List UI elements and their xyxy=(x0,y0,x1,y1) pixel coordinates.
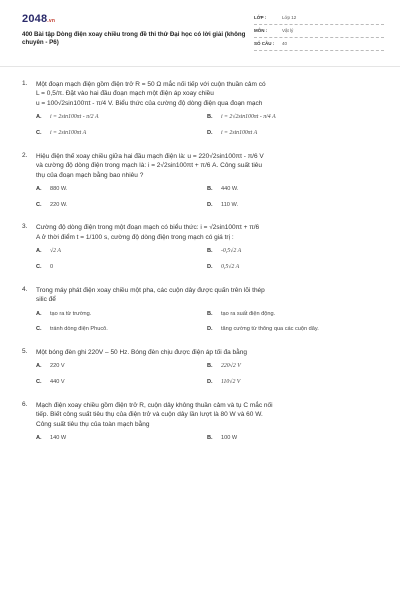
answer-option[interactable] xyxy=(36,379,207,387)
option-letter: B. xyxy=(207,248,213,255)
answer-option[interactable] xyxy=(207,311,378,319)
question-line: Mạch điện xoay chiều gồm điện trở R, cuộn dây không thuần cảm và tụ C mắc nối xyxy=(36,401,273,409)
question-text xyxy=(36,401,378,429)
option-letter: C. xyxy=(36,378,42,385)
question-head xyxy=(22,152,378,180)
answer-options xyxy=(22,435,378,443)
option-text: 220 V xyxy=(50,363,65,370)
answer-options xyxy=(22,311,378,334)
answer-option[interactable] xyxy=(207,379,378,387)
question-head xyxy=(22,348,378,357)
option-text: 880 W. xyxy=(50,186,68,193)
option-letter: B. xyxy=(207,114,213,121)
option-text: i = 2sin100πt - π/2 A xyxy=(50,114,99,121)
option-text: tránh dòng điện Phucô. xyxy=(50,326,108,333)
option-letter: C. xyxy=(36,326,42,333)
meta-label: LỚP : xyxy=(254,14,267,20)
question-line: L = 0,5/π. Đặt vào hai đầu đoạn mạch một điện áp xoay chiều xyxy=(36,90,214,98)
option-text: -0,5√2 A xyxy=(221,248,242,255)
meta-value: Vật lý xyxy=(282,27,294,33)
option-text: 440 V xyxy=(50,378,65,385)
answer-option[interactable] xyxy=(207,264,378,272)
option-letter: A. xyxy=(36,363,42,370)
option-text: 0 xyxy=(50,263,54,270)
meta-label: SỐ CÂU : xyxy=(254,40,275,46)
question-3 xyxy=(22,223,378,271)
question-line: và cường độ dòng điện trong mạch là: i = 2√2sin100πt + π/6 A. Công suất tiêu xyxy=(36,162,263,170)
question-number: 3. xyxy=(22,223,28,231)
answer-option[interactable] xyxy=(36,248,207,256)
option-text: tăng cường từ thông qua các cuộn dây. xyxy=(221,326,319,333)
answer-option[interactable] xyxy=(36,264,207,272)
option-text: 220√2 V xyxy=(221,363,241,370)
question-5 xyxy=(22,348,378,387)
answer-option[interactable] xyxy=(207,130,378,138)
question-line: Một đoạn mạch điện gồm điện trở R = 50 Ω mắc nối tiếp với cuộn thuần cảm có xyxy=(36,81,266,88)
meta-panel xyxy=(254,12,384,51)
question-4 xyxy=(22,286,378,334)
option-letter: A. xyxy=(36,114,42,121)
option-text: 110 W. xyxy=(221,201,238,208)
option-text: 100 W xyxy=(221,434,238,441)
answer-option[interactable] xyxy=(207,186,378,194)
document-title: 400 Bài tập Dòng điện xoay chiều trong đề thi thử Đại học có lời giải (không chuyên - P6) xyxy=(22,30,246,46)
meta-label: MÔN : xyxy=(254,27,268,33)
question-line: Cường độ dòng điện trong một đoạn mạch có biểu thức: i = √2sin100πt + π/6 xyxy=(36,224,260,232)
question-head xyxy=(22,286,378,305)
question-number: 2. xyxy=(22,151,28,159)
logo-suffix: .vn xyxy=(47,18,56,24)
option-letter: A. xyxy=(36,434,42,441)
option-text: i = 2√2sin100πt - π/4 A xyxy=(221,114,276,121)
logo-text: 2048 xyxy=(22,13,48,25)
question-number: 1. xyxy=(22,80,28,87)
meta-row-subject xyxy=(254,25,384,38)
answer-option[interactable] xyxy=(36,326,207,334)
question-text xyxy=(36,286,378,305)
answer-option[interactable] xyxy=(207,202,378,210)
option-letter: D. xyxy=(207,130,213,137)
answer-option[interactable] xyxy=(36,363,207,371)
option-letter: D. xyxy=(207,263,213,270)
answer-option[interactable] xyxy=(36,130,207,138)
option-letter: D. xyxy=(207,326,213,333)
option-letter: C. xyxy=(36,130,42,137)
question-line: Hiệu điện thế xoay chiều giữa hai đầu mạch điện là: u = 220√2sin100πt - π/6 V xyxy=(36,152,264,160)
question-line: tiếp. Biết công suất tiêu thụ của điện trở và cuộn dây lần lượt là 80 W và 60 W. xyxy=(36,411,263,419)
option-text: i = 2sin100πt A xyxy=(221,130,258,137)
option-letter: A. xyxy=(36,310,42,317)
question-number: 6. xyxy=(22,400,28,408)
option-text: tạo ra từ trường. xyxy=(50,310,92,317)
answer-option[interactable] xyxy=(207,363,378,371)
meta-row-count xyxy=(254,38,384,51)
question-head xyxy=(22,223,378,242)
question-2 xyxy=(22,152,378,209)
question-text xyxy=(36,348,378,357)
answer-options xyxy=(22,186,378,209)
answer-options xyxy=(22,363,378,387)
answer-option[interactable] xyxy=(36,186,207,194)
page-header xyxy=(0,0,400,64)
answer-option[interactable] xyxy=(36,435,207,443)
question-line: Trong máy phát điện xoay chiều một pha, các cuộn dây được quấn trên lõi thép xyxy=(36,286,265,294)
meta-value: Lớp 12 xyxy=(282,14,297,20)
option-letter: B. xyxy=(207,310,213,317)
option-letter: D. xyxy=(207,378,213,385)
option-letter: B. xyxy=(207,363,213,370)
question-6 xyxy=(22,401,378,443)
answer-options xyxy=(22,248,378,272)
option-text: 140 W xyxy=(50,434,67,441)
question-line: A ở thời điểm t = 1/100 s, cường độ dòng điện trong mạch có giá trị : xyxy=(36,233,234,241)
header-divider xyxy=(0,66,400,67)
answer-option[interactable] xyxy=(207,326,378,334)
option-text: i = 2sin100πt A xyxy=(50,130,87,137)
question-head xyxy=(22,401,378,429)
question-number: 5. xyxy=(22,347,28,355)
answer-option[interactable] xyxy=(36,114,207,122)
option-letter: D. xyxy=(207,201,213,208)
question-line: silic để xyxy=(36,296,56,304)
option-text: 440 W. xyxy=(221,186,239,193)
question-text xyxy=(36,152,378,180)
option-letter: A. xyxy=(36,186,42,193)
question-number: 4. xyxy=(22,285,28,293)
meta-row-class xyxy=(254,12,384,25)
question-text xyxy=(36,80,378,108)
option-letter: A. xyxy=(36,248,42,255)
option-text: 110√2 V xyxy=(221,378,241,385)
option-letter: B. xyxy=(207,434,213,441)
answer-options xyxy=(22,114,378,138)
question-line: Công suất tiêu thụ của toàn mạch bằng xyxy=(36,420,150,428)
option-text: 220 W. xyxy=(50,201,68,208)
option-text: √2 A xyxy=(50,248,61,255)
option-letter: C. xyxy=(36,201,42,208)
option-letter: B. xyxy=(207,186,213,193)
question-head xyxy=(22,80,378,108)
answer-option[interactable] xyxy=(207,114,378,122)
answer-option[interactable] xyxy=(36,311,207,319)
option-letter: C. xyxy=(36,263,42,270)
question-line: thụ của đoạn mạch bằng bao nhiêu ? xyxy=(36,171,144,179)
question-1 xyxy=(22,80,378,138)
option-text: tạo ra suất điện động. xyxy=(221,310,276,317)
question-line: u = 100√2sin100πt - π/4 V. Biểu thức của cường độ dòng điện qua đoạn mạch xyxy=(36,99,263,107)
answer-option[interactable] xyxy=(207,248,378,256)
option-text: 0,5√2 A xyxy=(221,263,240,270)
answer-option[interactable] xyxy=(36,202,207,210)
question-line: Một bóng đèn ghi 220V – 50 Hz. Bóng đèn chịu được điện áp tối đa bằng xyxy=(36,348,247,356)
question-list xyxy=(0,80,400,457)
question-text xyxy=(36,223,378,242)
answer-option[interactable] xyxy=(207,435,378,443)
meta-value: 40 xyxy=(282,40,288,46)
